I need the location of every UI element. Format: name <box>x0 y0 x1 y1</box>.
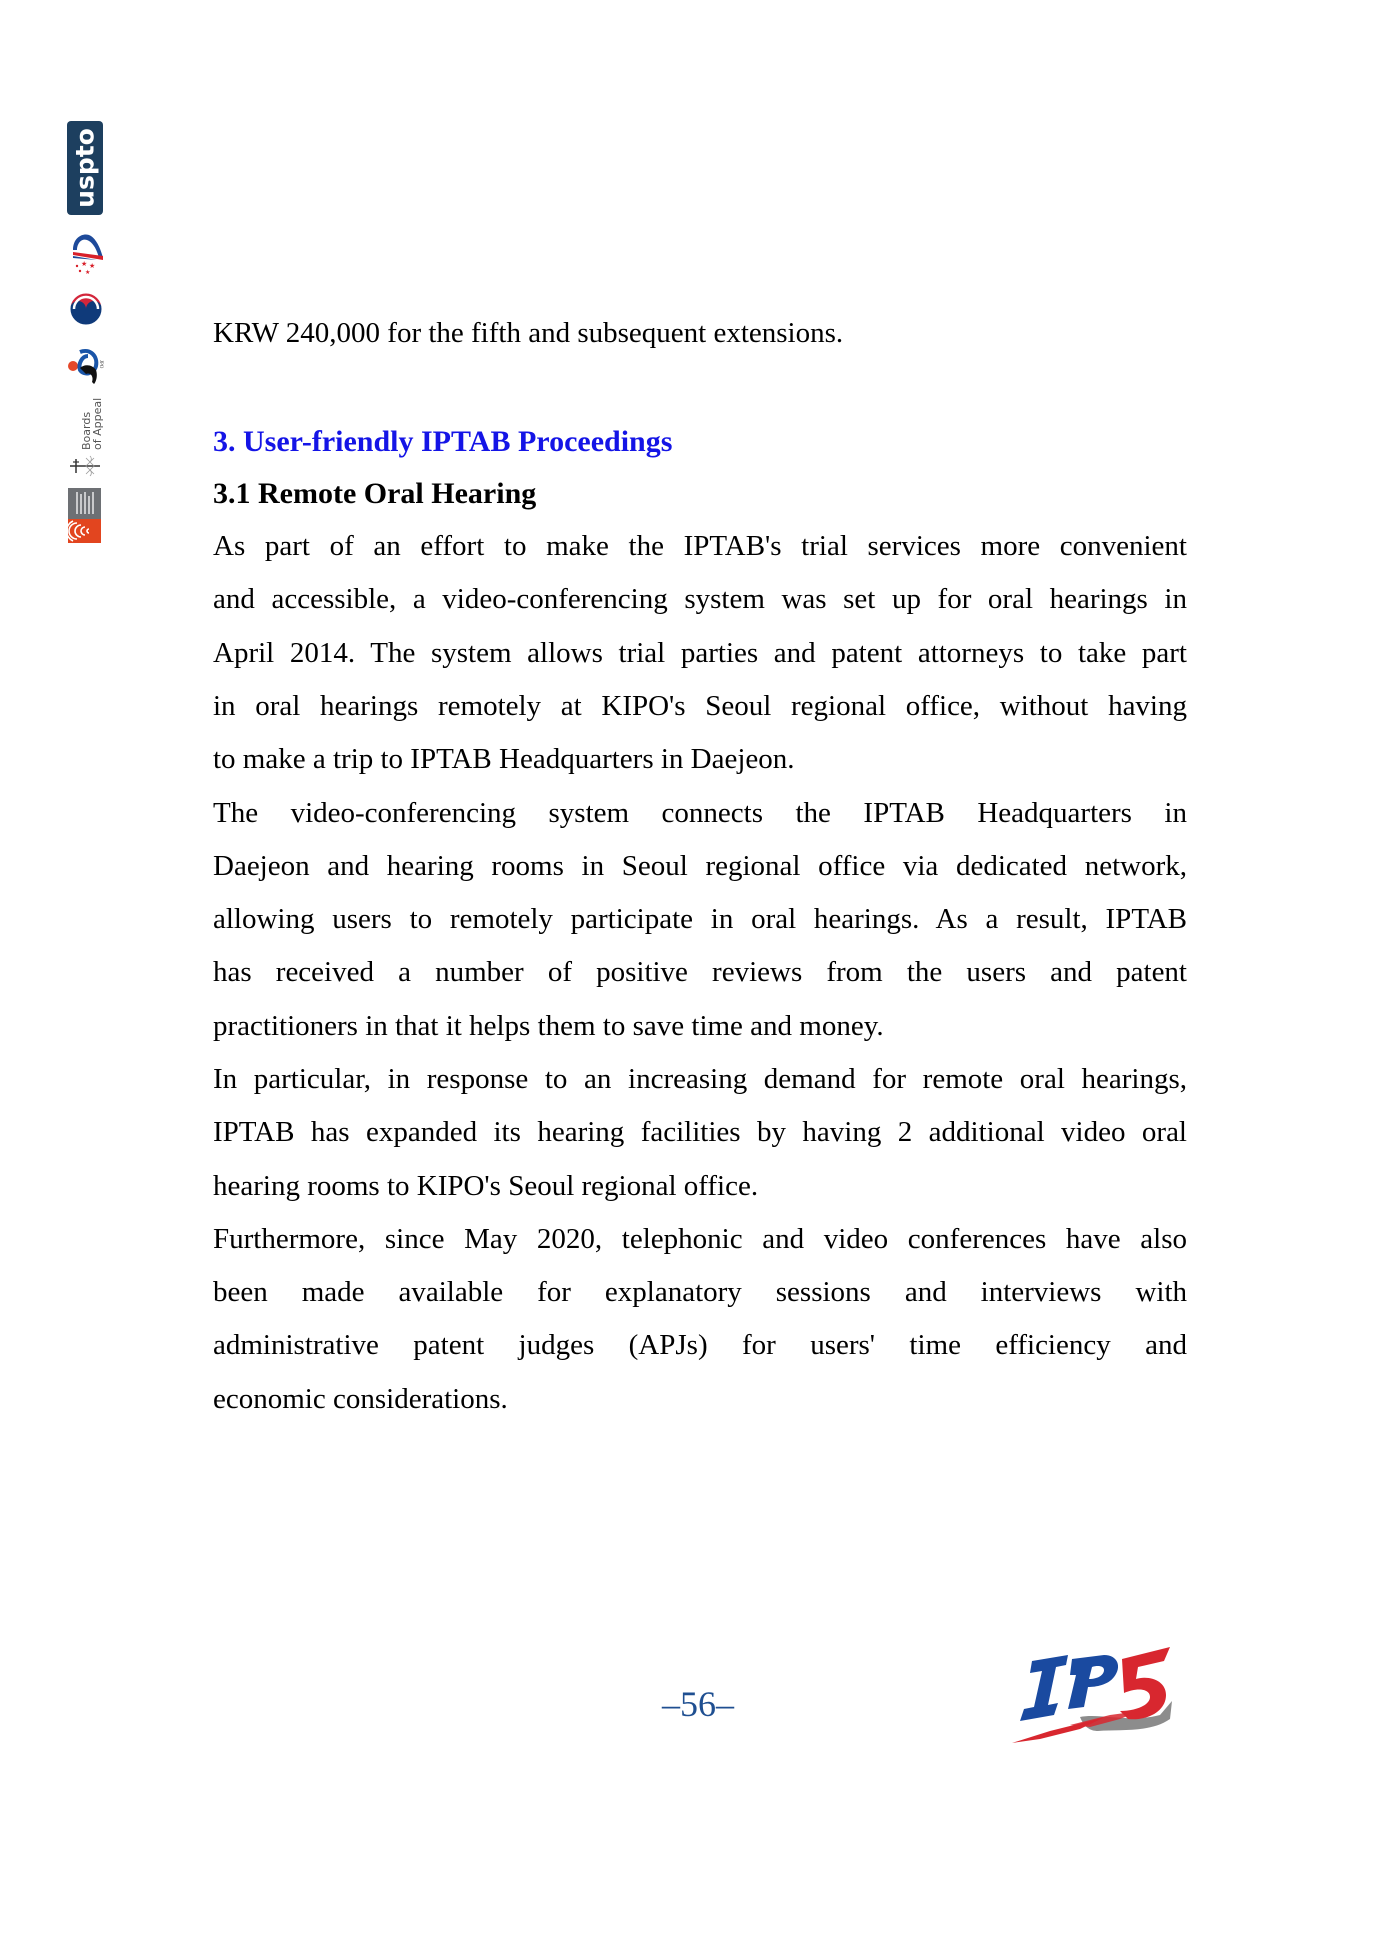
uspto-logo <box>67 121 103 215</box>
paragraph-line: In particular, in response to an increasing demand for remote oral hearings, <box>213 1063 1187 1095</box>
paragraph-line: Daejeon and hearing rooms in Seoul regional office via dedicated network, <box>213 849 1187 882</box>
paragraph-line: to make a trip to IPTAB Headquarters in Daejeon. <box>213 743 795 776</box>
svg-text:★: ★ <box>89 262 96 270</box>
subsection-heading: 3.1 Remote Oral Hearing <box>213 477 537 510</box>
ip5-logo <box>1010 1645 1180 1745</box>
page-number: –56– <box>662 1684 734 1724</box>
boards-of-appeal-line2: of Appeal <box>91 397 104 450</box>
cnipa-logo <box>67 230 105 276</box>
korea-government-logo <box>68 288 104 330</box>
paragraph-line: in oral hearings remotely at KIPO's Seoul regional office, without having <box>213 689 1187 722</box>
euipo-logo <box>68 488 101 543</box>
svg-text:★: ★ <box>85 270 91 276</box>
paragraph-line: allowing users to remotely participate in oral hearings. As a result, IPTAB <box>213 903 1187 936</box>
section-heading: 3. User-friendly IPTAB Proceedings <box>213 425 673 458</box>
euipo-logo-gray-block <box>68 488 101 519</box>
paragraph-line: April 2014. The system allows trial parties and patent attorneys to take part <box>213 636 1187 669</box>
paragraph-line: practitioners in that it helps them to save time and money. <box>213 1009 884 1042</box>
scales-of-justice-icon <box>68 454 104 478</box>
jpo-logo-text: JPO <box>98 360 103 369</box>
paragraph-line: has received a number of positive reviews from the users and patent <box>213 956 1187 989</box>
paragraph-line: been made available for explanatory sessions and interviews with <box>213 1276 1187 1309</box>
intro-line: KRW 240,000 for the fifth and subsequent extensions. <box>213 317 844 349</box>
paragraph-line: administrative patent judges (APJs) for users' time efficiency and <box>213 1329 1187 1362</box>
jpo-logo <box>66 346 106 384</box>
paragraph-line: IPTAB has expanded its hearing facilities by having 2 additional video oral <box>213 1116 1187 1149</box>
boards-of-appeal-logo <box>68 397 104 478</box>
paragraph-line: As part of an effort to make the IPTAB's trial services more convenient <box>213 530 1187 562</box>
paragraph-line: Furthermore, since May 2020, telephonic and video conferences have also <box>213 1222 1187 1255</box>
paragraph-line: and accessible, a video-conferencing system was set up for oral hearings in <box>213 583 1187 616</box>
boards-of-appeal-line1: Boards <box>80 411 93 450</box>
paragraph-line: The video-conferencing system connects the IPTAB Headquarters in <box>213 796 1187 829</box>
paragraph-line: hearing rooms to KIPO's Seoul regional office. <box>213 1169 759 1202</box>
svg-text:★: ★ <box>81 260 88 268</box>
uspto-logo-text: uspto <box>70 128 100 208</box>
euipo-logo-orange-block <box>68 519 101 543</box>
paragraph-line: economic considerations. <box>213 1382 508 1415</box>
